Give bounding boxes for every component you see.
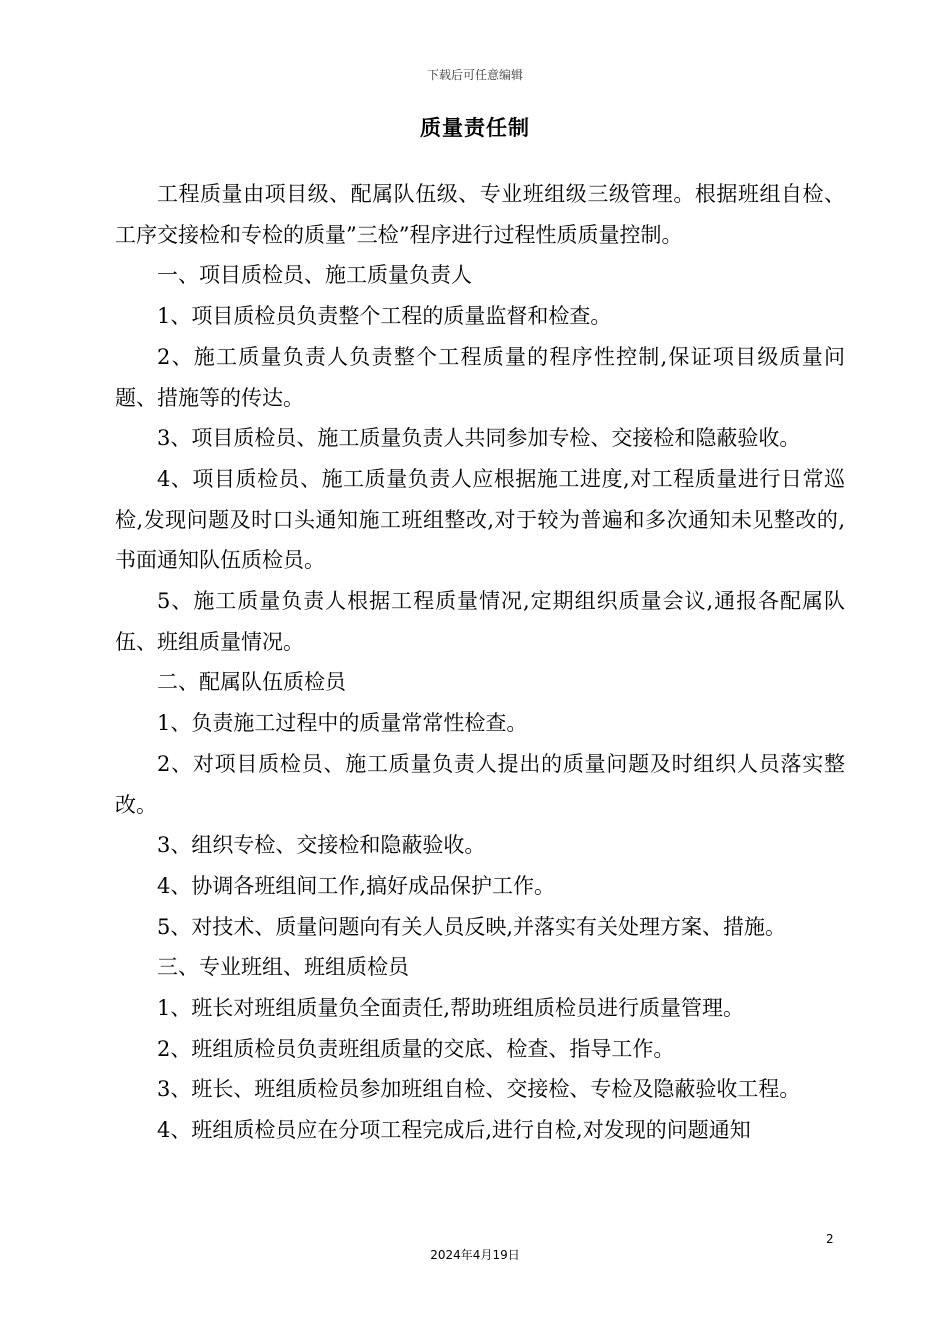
paragraph: 3、项目质检员、施工质量负责人共同参加专检、交接检和隐蔽验收。 <box>157 426 801 451</box>
paragraph: 1、负责施工过程中的质量常常性检查。 <box>157 711 528 736</box>
document-body <box>115 174 845 1151</box>
document-title: 质量责任制 <box>420 116 530 140</box>
paragraph: 3、组织专检、交接检和隐蔽验收。 <box>157 833 486 858</box>
page-number: 2 <box>826 1232 834 1246</box>
paragraph: 4、班组质检员应在分项工程完成后,进行自检,对发现的问题通知 <box>157 1118 751 1143</box>
paragraph: 工程质量由项目级、配属队伍级、专业班组级三级管理。根据班组自检、工序交接检和专检的质量”三检”程序进行过程性质质量控制。 <box>115 182 845 247</box>
section-heading: 三、专业班组、班组质检员 <box>157 955 409 980</box>
header-note: 下载后可任意编辑 <box>426 68 523 82</box>
paragraph: 4、协调各班组间工作,搞好成品保护工作。 <box>157 873 556 898</box>
paragraph: 5、对技术、质量问题向有关人员反映,并落实有关处理方案、措施。 <box>157 914 787 939</box>
footer-date: 2024年4月19日 <box>430 1248 520 1262</box>
paragraph: 1、班长对班组质量负全面责任,帮助班组质检员进行质量管理。 <box>157 996 745 1021</box>
paragraph: 4、项目质检员、施工质量负责人应根据施工进度,对工程质量进行日常巡检,发现问题及时口头通知施工班组整改,对于较为普遍和多次通知未见整改的,书面通知队伍质检员。 <box>115 466 845 573</box>
paragraph: 5、施工质量负责人根据工程质量情况,定期组织质量会议,通报各配属队伍、班组质量情况。 <box>115 589 845 654</box>
paragraph: 3、班长、班组质检员参加班组自检、交接检、专检及隐蔽验收工程。 <box>157 1077 801 1102</box>
paragraph: 1、项目质检员负责整个工程的质量监督和检查。 <box>157 304 612 329</box>
paragraph: 2、对项目质检员、施工质量负责人提出的质量问题及时组织人员落实整改。 <box>115 751 845 817</box>
section-heading: 二、配属队伍质检员 <box>157 670 346 695</box>
section-heading: 一、项目质检员、施工质量负责人 <box>157 263 472 288</box>
paragraph: 2、班组质检员负责班组质量的交底、检查、指导工作。 <box>157 1036 675 1061</box>
paragraph: 2、施工质量负责人负责整个工程质量的程序性控制,保证项目级质量问题、措施等的传达。 <box>115 344 845 410</box>
